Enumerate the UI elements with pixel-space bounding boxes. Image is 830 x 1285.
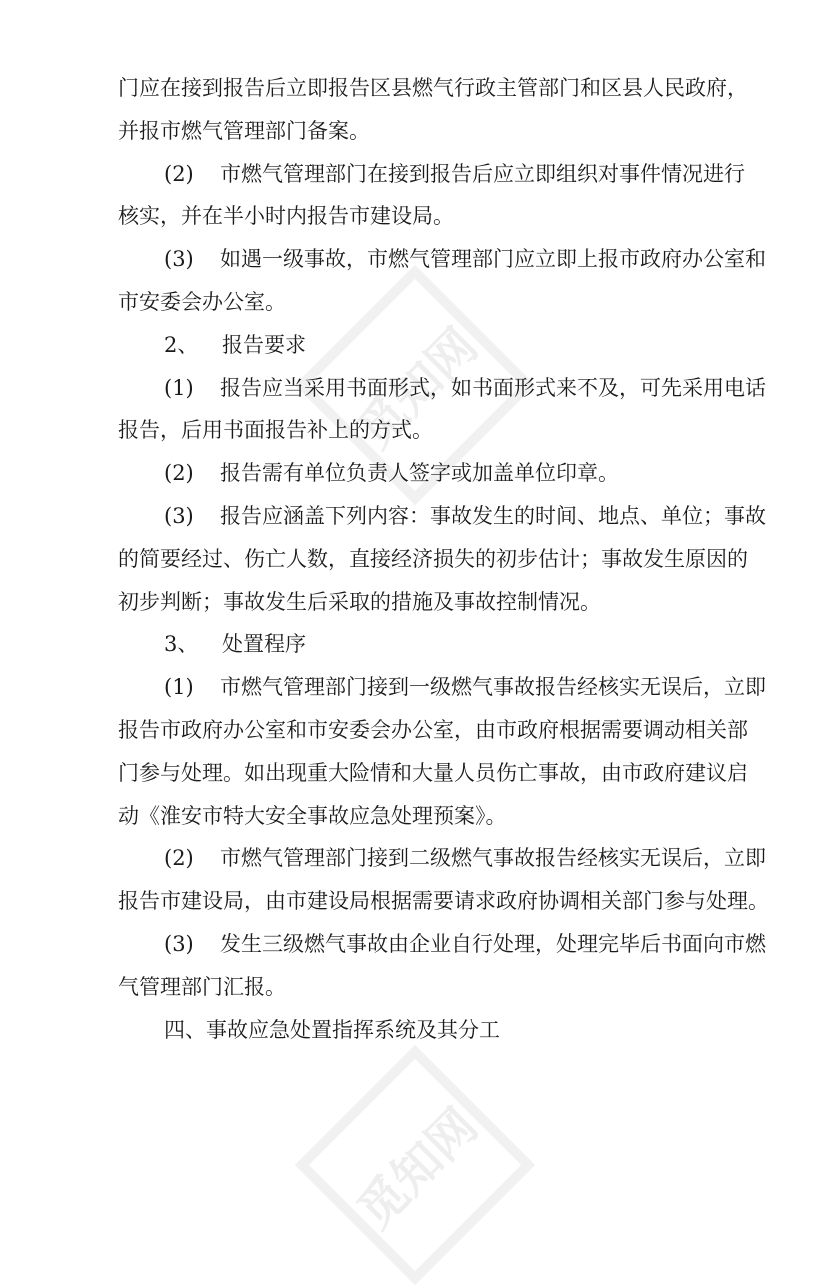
text-line: 门应在接到报告后立即报告区县燃气行政主管部门和区县人民政府， — [118, 76, 748, 100]
text-line: 初步判断；事故发生后采取的措施及事故控制情况。 — [118, 589, 601, 614]
list-item-line — [118, 153, 745, 196]
heading-number: 3、 — [164, 632, 199, 657]
text-line: 报告市建设局，由市建设局根据需要请求政府协调相关部门参与处理。 — [118, 889, 769, 914]
item-number: (1) — [164, 375, 194, 400]
item-number: (2) — [164, 846, 194, 871]
list-item-line — [118, 923, 766, 966]
text-line: 的简要经过、伤亡人数，直接经济损失的初步估计；事故发生原因的 — [118, 546, 748, 571]
list-item-line — [118, 666, 766, 709]
watermark-logo: 觅知网 — [295, 265, 535, 505]
text-line: 门参与处理。如出现重大险情和大量人员伤亡事故，由市政府建议启 — [118, 760, 748, 785]
item-text: 市燃气管理部门接到二级燃气事故报告经核实无误后，立即 — [220, 846, 766, 871]
item-number: (2) — [164, 161, 194, 186]
item-text: 市燃气管理部门在接到报告后应立即组织对事件情况进行 — [220, 161, 745, 186]
section-heading — [118, 623, 716, 666]
text-line: 并报市燃气管理部门备案。 — [118, 118, 370, 143]
section-heading — [118, 324, 716, 367]
heading-number: 2、 — [164, 332, 199, 357]
document-body — [118, 67, 769, 1051]
item-number: (3) — [164, 247, 194, 272]
text-line: 动《淮安市特大安全事故应急处理预案》。 — [118, 803, 507, 828]
list-item-line — [118, 452, 716, 495]
list-item-line — [118, 367, 766, 410]
watermark-logo: 觅知网 — [295, 1045, 535, 1285]
item-number: (2) — [164, 461, 194, 486]
item-text: 如遇一级事故，市燃气管理部门应立即上报市政府办公室和 — [220, 247, 766, 272]
text-line: 核实，并在半小时内报告市建设局。 — [118, 204, 454, 229]
list-item-line — [118, 837, 766, 880]
item-text: 报告应当采用书面形式，如书面形式来不及，可先采用电话 — [220, 375, 766, 400]
item-number: (1) — [164, 675, 194, 700]
item-text: 发生三级燃气事故由企业自行处理，处理完毕后书面向市燃 — [220, 931, 766, 956]
item-text: 报告需有单位负责人签字或加盖单位印章。 — [220, 461, 619, 486]
text-line: 气管理部门汇报。 — [118, 974, 286, 999]
item-text: 市燃气管理部门接到一级燃气事故报告经核实无误后，立即 — [220, 675, 766, 700]
item-number: (3) — [164, 503, 194, 528]
text-line: 市安委会办公室。 — [118, 289, 286, 314]
item-number: (3) — [164, 931, 194, 956]
text-line: 报告，后用书面报告补上的方式。 — [118, 418, 433, 443]
list-item-line — [118, 238, 766, 281]
list-item-line — [118, 495, 766, 538]
heading-text: 处置程序 — [222, 632, 306, 657]
text-line: 报告市政府办公室和市安委会办公室，由市政府根据需要调动相关部 — [118, 717, 748, 742]
heading-text: 报告要求 — [222, 332, 306, 357]
item-text: 报告应涵盖下列内容：事故发生的时间、地点、单位；事故 — [220, 503, 766, 528]
chapter-heading: 四、事故应急处置指挥系统及其分工 — [164, 1017, 500, 1042]
